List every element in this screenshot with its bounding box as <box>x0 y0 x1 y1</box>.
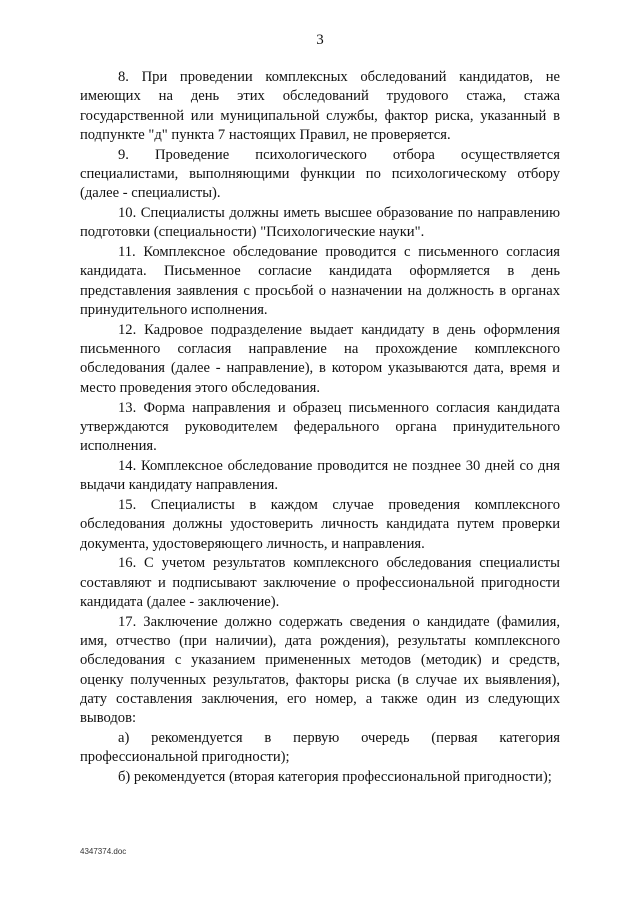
list-item-a: а) рекомендуется в первую очередь (первая категория профессиональной пригодности); <box>80 730 560 766</box>
document-file-code: 4347374.doc <box>80 847 127 856</box>
paragraph-9: 9. Проведение психологического отбора осуществляется специалистами, выполняющими функции по психологическому отбору (далее - специалисты). <box>80 146 560 202</box>
paragraph-10: 10. Специалисты должны иметь высшее образование по направлению подготовки (специальности) "Психологические науки". <box>80 205 560 241</box>
paragraph-11: 11. Комплексное обследование проводится с письменного согласия кандидата. Письменное согласие кандидата оформляется в день представления заявления с просьбой о назначении на должность в органах принудительного исполнения. <box>80 244 560 319</box>
paragraph-14: 14. Комплексное обследование проводится не позднее 30 дней со дня выдачи кандидату направления. <box>80 457 560 494</box>
paragraph-12: 12. Кадровое подразделение выдает кандидату в день оформления письменного согласия направление на прохождение комплексного обследования (далее - направление), в котором указываются дата, время и место проведения этого обследования. <box>80 321 560 396</box>
paragraph-8: 8. При проведении комплексных обследований кандидатов, не имеющих на день этих обследований трудового стажа, стажа государственной или муниципальной службы, фактор риска, указанный в подпункте "д" пункта 7 настоящих Правил, не проверяется. <box>80 69 560 143</box>
paragraph-16: 16. С учетом результатов комплексного обследования специалисты составляют и подписывают заключение о профессиональной пригодности кандидата (далее - заключение). <box>80 555 560 611</box>
paragraph-13: 13. Форма направления и образец письменного согласия кандидата утверждаются руководителем федерального органа принудительного исполнения. <box>80 399 560 455</box>
page-number: 3 <box>316 32 324 48</box>
list-item-b: б) рекомендуется (вторая категория профессиональной пригодности); <box>118 769 552 786</box>
paragraph-15: 15. Специалисты в каждом случае проведения комплексного обследования должны удостоверить личность кандидата путем проверки документа, удостоверяющего личность, и направления. <box>80 497 560 552</box>
document-body <box>80 68 560 787</box>
paragraph-17: 17. Заключение должно содержать сведения о кандидате (фамилия, имя, отчество (при наличии), дата рождения), результаты комплексного обследования с указанием примененных методов (методик) и средств, оценку полученных результатов, факторы риска (в случае их выявления), дату составления заключения, его номер, а также один из следующих выводов: <box>80 613 560 727</box>
